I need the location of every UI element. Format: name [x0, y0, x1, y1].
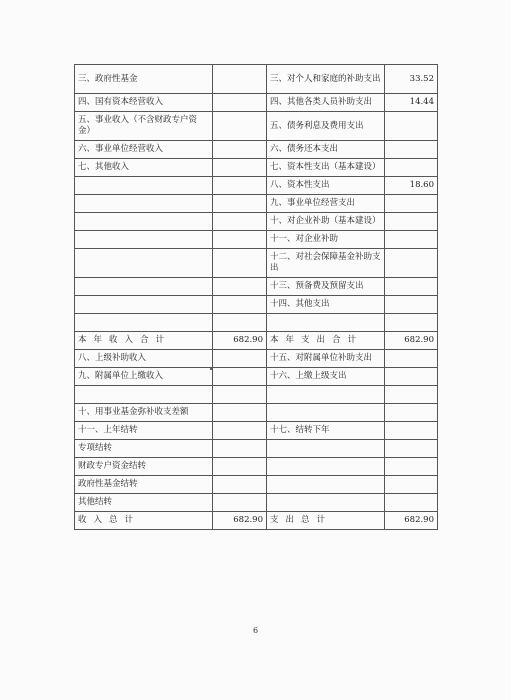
expenditure-item: 十六、上缴上级支出 — [267, 368, 385, 386]
expenditure-item — [267, 440, 385, 458]
revenue-item: 七、其他收入 — [75, 159, 213, 177]
expenditure-grand-total-label: 支出总计 — [267, 512, 385, 530]
revenue-item: 三、政府性基金 — [75, 65, 213, 94]
expenditure-amount — [385, 112, 438, 141]
expenditure-amount — [385, 231, 438, 249]
expenditure-amount: 18.60 — [385, 177, 438, 195]
expenditure-amount — [385, 249, 438, 278]
annual-revenue-total-label: 本年收入合计 — [75, 332, 213, 350]
table-row — [75, 314, 438, 332]
table-row — [75, 458, 438, 476]
table-row — [75, 422, 438, 440]
revenue-amount — [213, 350, 267, 368]
expenditure-amount — [385, 278, 438, 296]
expenditure-amount — [385, 458, 438, 476]
expenditure-item — [267, 314, 385, 332]
annual-expenditure-total-label: 本年支出合计 — [267, 332, 385, 350]
table-row — [75, 350, 438, 368]
revenue-item: 四、国有资本经营收入 — [75, 94, 213, 112]
revenue-amount — [213, 249, 267, 278]
table-row — [75, 249, 438, 278]
revenue-item: 八、上级补助收入 — [75, 350, 213, 368]
revenue-item — [75, 296, 213, 314]
expenditure-amount — [385, 195, 438, 213]
expenditure-amount — [385, 159, 438, 177]
expenditure-amount — [385, 213, 438, 231]
revenue-amount — [213, 494, 267, 512]
expenditure-item: 十五、对附属单位补助支出 — [267, 350, 385, 368]
revenue-subitem: 财政专户资金结转 — [75, 458, 213, 476]
scan-speck — [210, 368, 212, 370]
revenue-item — [75, 314, 213, 332]
table-row — [75, 386, 438, 404]
revenue-item — [75, 249, 213, 278]
table-row — [75, 112, 438, 141]
expenditure-item: 十七、结转下年 — [267, 422, 385, 440]
expenditure-item — [267, 494, 385, 512]
expenditure-item: 七、资本性支出（基本建设） — [267, 159, 385, 177]
table-row — [75, 195, 438, 213]
revenue-amount — [213, 440, 267, 458]
revenue-amount — [213, 231, 267, 249]
expenditure-item — [267, 386, 385, 404]
revenue-amount — [213, 94, 267, 112]
expenditure-item: 十四、其他支出 — [267, 296, 385, 314]
annual-revenue-total-amount: 682.90 — [213, 332, 267, 350]
revenue-amount — [213, 368, 267, 386]
page-number: 6 — [252, 626, 259, 635]
revenue-amount — [213, 458, 267, 476]
revenue-item — [75, 386, 213, 404]
expenditure-item: 四、其他各类人员补助支出 — [267, 94, 385, 112]
revenue-amount — [213, 112, 267, 141]
expenditure-item: 五、债务利息及费用支出 — [267, 112, 385, 141]
expenditure-item: 十、对企业补助（基本建设） — [267, 213, 385, 231]
expenditure-item: 六、债务还本支出 — [267, 141, 385, 159]
revenue-item: 十、用事业基金弥补收支差额 — [75, 404, 213, 422]
revenue-subitem: 政府性基金结转 — [75, 476, 213, 494]
expenditure-item — [267, 404, 385, 422]
table-row — [75, 512, 438, 530]
expenditure-item: 十一、对企业补助 — [267, 231, 385, 249]
revenue-item: 六、事业单位经营收入 — [75, 141, 213, 159]
expenditure-item: 八、资本性支出 — [267, 177, 385, 195]
revenue-subitem: 专项结转 — [75, 440, 213, 458]
expenditure-amount — [385, 368, 438, 386]
revenue-expenditure-table — [74, 64, 438, 530]
table-row — [75, 332, 438, 350]
expenditure-item — [267, 458, 385, 476]
table-row — [75, 213, 438, 231]
revenue-grand-total-amount: 682.90 — [213, 512, 267, 530]
expenditure-item: 九、事业单位经营支出 — [267, 195, 385, 213]
expenditure-amount — [385, 314, 438, 332]
table-row — [75, 368, 438, 386]
expenditure-item: 三、对个人和家庭的补助支出 — [267, 65, 385, 94]
revenue-amount — [213, 159, 267, 177]
revenue-amount — [213, 386, 267, 404]
revenue-amount — [213, 65, 267, 94]
table-row — [75, 278, 438, 296]
expenditure-amount: 33.52 — [385, 65, 438, 94]
revenue-item — [75, 177, 213, 195]
revenue-item: 五、事业收入（不含财政专户资金） — [75, 112, 213, 141]
revenue-amount — [213, 213, 267, 231]
expenditure-item: 十三、预备费及预留支出 — [267, 278, 385, 296]
revenue-amount — [213, 195, 267, 213]
expenditure-amount — [385, 350, 438, 368]
revenue-item — [75, 278, 213, 296]
revenue-amount — [213, 476, 267, 494]
table-row — [75, 159, 438, 177]
revenue-item: 九、附属单位上缴收入 — [75, 368, 213, 386]
revenue-amount — [213, 141, 267, 159]
table-row — [75, 476, 438, 494]
table-row — [75, 440, 438, 458]
revenue-item: 十一、上年结转 — [75, 422, 213, 440]
expenditure-amount — [385, 494, 438, 512]
expenditure-amount — [385, 296, 438, 314]
table-row — [75, 177, 438, 195]
annual-expenditure-total-amount: 682.90 — [385, 332, 438, 350]
revenue-amount — [213, 404, 267, 422]
table-row — [75, 231, 438, 249]
table-row — [75, 296, 438, 314]
table-row — [75, 404, 438, 422]
revenue-item — [75, 195, 213, 213]
expenditure-item: 十二、对社会保障基金补助支出 — [267, 249, 385, 278]
revenue-amount — [213, 278, 267, 296]
revenue-item — [75, 213, 213, 231]
revenue-amount — [213, 314, 267, 332]
expenditure-grand-total-amount: 682.90 — [385, 512, 438, 530]
table-row — [75, 141, 438, 159]
table-row — [75, 94, 438, 112]
expenditure-amount — [385, 141, 438, 159]
expenditure-amount: 14.44 — [385, 94, 438, 112]
expenditure-amount — [385, 476, 438, 494]
revenue-grand-total-label: 收入总计 — [75, 512, 213, 530]
table-row — [75, 65, 438, 94]
expenditure-amount — [385, 386, 438, 404]
expenditure-amount — [385, 440, 438, 458]
expenditure-amount — [385, 422, 438, 440]
expenditure-amount — [385, 404, 438, 422]
revenue-subitem: 其他结转 — [75, 494, 213, 512]
revenue-amount — [213, 177, 267, 195]
expenditure-item — [267, 476, 385, 494]
revenue-amount — [213, 296, 267, 314]
table-row — [75, 494, 438, 512]
revenue-amount — [213, 422, 267, 440]
revenue-item — [75, 231, 213, 249]
